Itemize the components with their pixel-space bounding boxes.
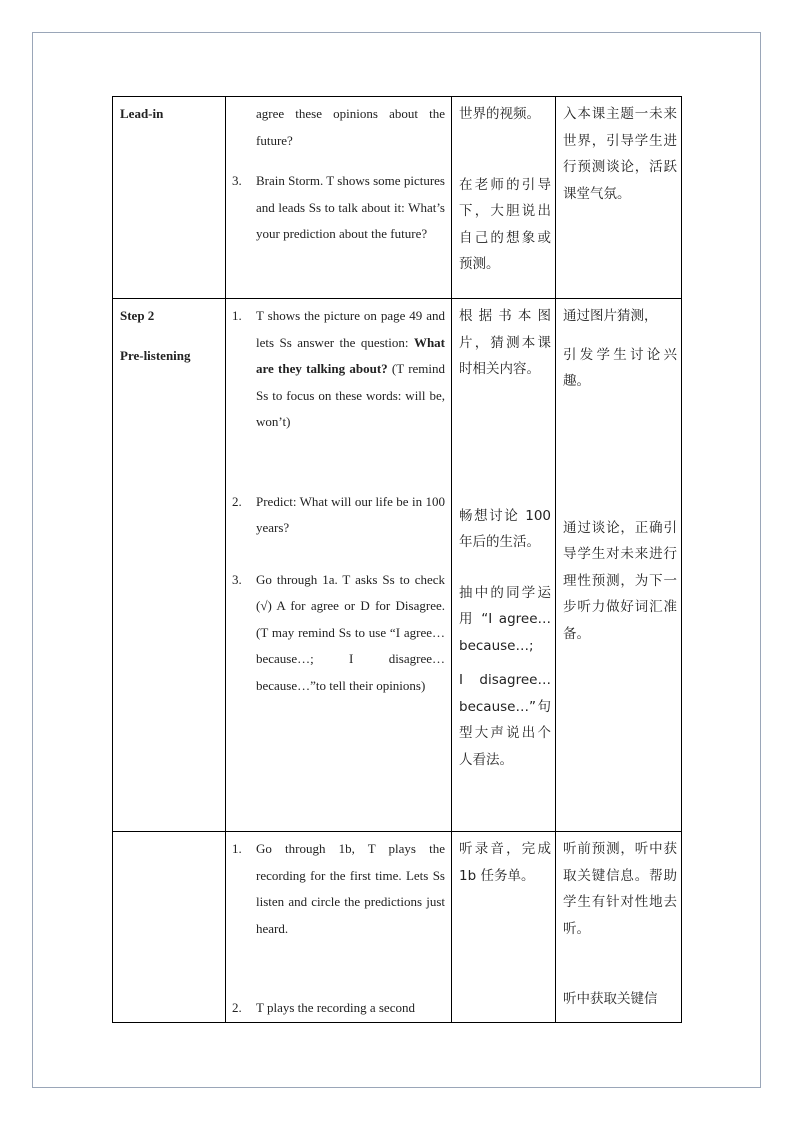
step-number: 3. bbox=[232, 571, 242, 587]
purpose-cell bbox=[556, 832, 682, 1023]
stage-label: Pre-listening bbox=[120, 348, 191, 363]
step-number: 2. bbox=[232, 493, 242, 509]
stage-cell bbox=[113, 299, 226, 832]
steps-cell bbox=[226, 299, 452, 832]
step-item bbox=[226, 303, 451, 436]
steps-cell bbox=[226, 832, 452, 1023]
student-activity-cell bbox=[452, 832, 556, 1023]
step-text: Brain Storm. T shows some pictures and leads Ss to talk about it: What’s your prediction about the future? bbox=[256, 173, 445, 241]
step-text: Predict: What will our life be in 100 years? bbox=[256, 493, 445, 535]
table-row bbox=[113, 832, 682, 1023]
step-item bbox=[226, 567, 451, 700]
step-item bbox=[226, 168, 451, 248]
step-number: 3. bbox=[232, 173, 242, 188]
table-row bbox=[113, 299, 682, 832]
student-activity-cell bbox=[452, 97, 556, 299]
purpose-text: 听前预测，听中获取关键信息。帮助学生有针对性地去听。 bbox=[563, 841, 677, 937]
purpose-text: 引发学生讨论兴趣。 bbox=[563, 346, 677, 389]
step-text: Go through 1a. T asks Ss to check (√) A for agree or D for Disagree. (T may remind Ss to use “I agree… because…; I disagree… because…”to tell their opinions) bbox=[256, 571, 445, 693]
student-activity-text: I disagree… because…”句型大声说出个人看法。 bbox=[459, 672, 551, 768]
step-number: 1. bbox=[232, 841, 242, 856]
student-activity-text: 畅想讨论 100 年后的生活。 bbox=[459, 507, 551, 550]
purpose-text: 通过图片猜测， bbox=[563, 308, 658, 324]
table-row bbox=[113, 97, 682, 299]
stage-label: Step 2 bbox=[120, 308, 155, 323]
student-activity-cell bbox=[452, 299, 556, 832]
student-activity-text: 世界的视频。 bbox=[459, 106, 540, 122]
step-item bbox=[226, 489, 451, 542]
step-text: T plays the recording a second bbox=[256, 1000, 415, 1015]
student-activity-text: 听录音，完成 1b 任务单。 bbox=[459, 841, 551, 884]
step-text: Go through 1b, T plays the recording for the first time. Lets Ss listen and circle the predictions just heard. bbox=[256, 841, 445, 936]
stage-cell bbox=[113, 97, 226, 299]
purpose-text: 听中获取关键信 bbox=[563, 991, 658, 1007]
student-activity-text: 在老师的引导下，大胆说出自己的想象或预测。 bbox=[459, 176, 551, 272]
stage-cell bbox=[113, 832, 226, 1023]
step-number: 2. bbox=[232, 1000, 242, 1015]
step-text: T shows the picture on page 49 and lets Ss answer the question: What are they talking about? (T remind Ss to focus on these words: will be, won’t) bbox=[256, 308, 446, 429]
purpose-text: 通过谈论，正确引导学生对未来进行理性预测，为下一步听力做好词汇准备。 bbox=[563, 519, 677, 642]
purpose-text: 入本课主题一未来世界，引导学生进行预测谈论，活跃课堂气氛。 bbox=[563, 106, 677, 202]
student-activity-text: 抽中的同学运用 “I agree… because…; bbox=[459, 584, 551, 654]
lesson-plan-table bbox=[112, 96, 682, 1023]
purpose-cell bbox=[556, 299, 682, 832]
step-item bbox=[226, 101, 451, 154]
stage-label: Lead-in bbox=[120, 106, 164, 121]
step-item bbox=[226, 995, 451, 1022]
step-text: agree these opinions about the future? bbox=[256, 106, 445, 148]
student-activity-text: 根据书本图片，猜测本课时相关内容。 bbox=[459, 308, 551, 377]
steps-cell bbox=[226, 97, 452, 299]
step-number: 1. bbox=[232, 308, 242, 323]
step-item bbox=[226, 836, 451, 942]
purpose-cell bbox=[556, 97, 682, 299]
